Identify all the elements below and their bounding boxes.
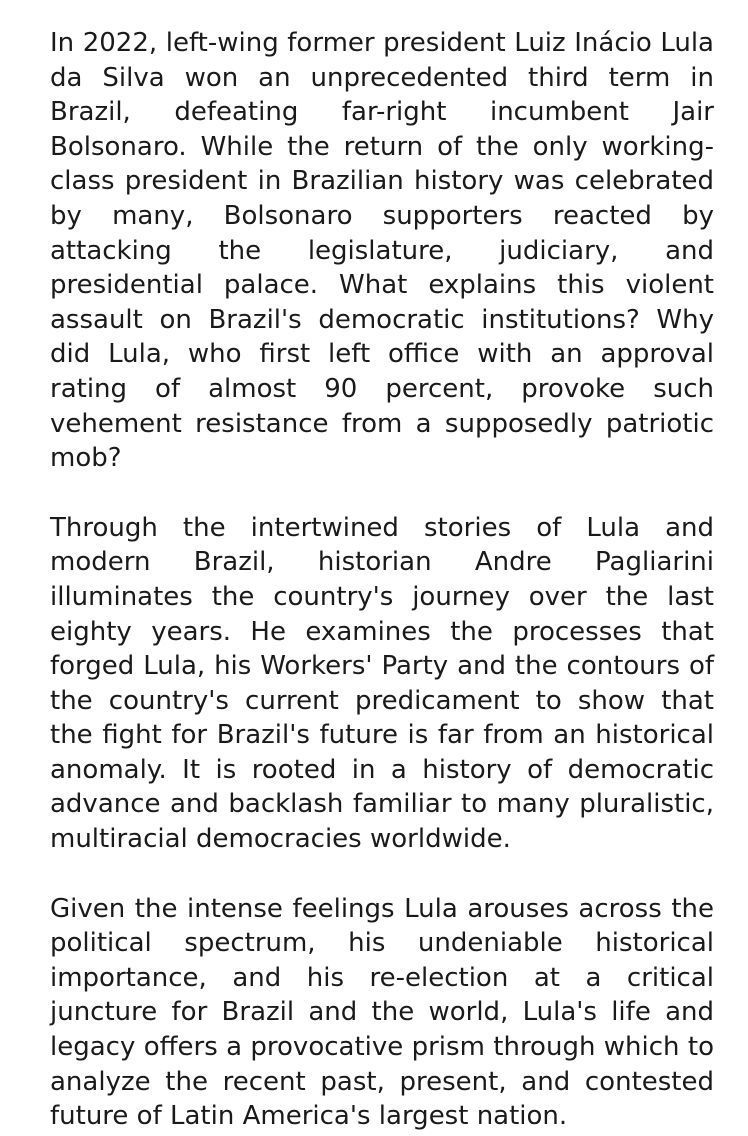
paragraph-3: Given the intense feelings Lula arouses across the political spectrum, his undeniable historical importance, and his re-election at a critical juncture for Brazil and the world, Lula's life and legacy offers a provocative prism through which to analyze the recent past, present, and contested future of Latin America's largest nation. <box>50 893 714 1132</box>
paragraph-1: In 2022, left-wing former president Luiz Inácio Lula da Silva won an unprecedented third term in Brazil, defeating far-right incumbent Jair Bolsonaro. While the return of the only working-class president in Brazilian history was celebrated by many, Bolsonaro supporters reacted by attacking the legislature, judiciary, and presidential palace. What explains this violent assault on Brazil's democratic institutions? Why did Lula, who first left office with an approval rating of almost 90 percent, provoke such vehement resistance from a supposedly patriotic mob? <box>50 28 714 474</box>
paragraph-2: Through the intertwined stories of Lula and modern Brazil, historian Andre Pagliarini illuminates the country's journey over the last eighty years. He examines the processes that forged Lula, his Workers' Party and the contours of the country's current predicament to show that the fight for Brazil's future is far from an historical anomaly. It is rooted in a history of democratic advance and backlash familiar to many pluralistic, multiracial democracies worldwide. <box>50 512 714 855</box>
book-description <box>50 26 714 1134</box>
